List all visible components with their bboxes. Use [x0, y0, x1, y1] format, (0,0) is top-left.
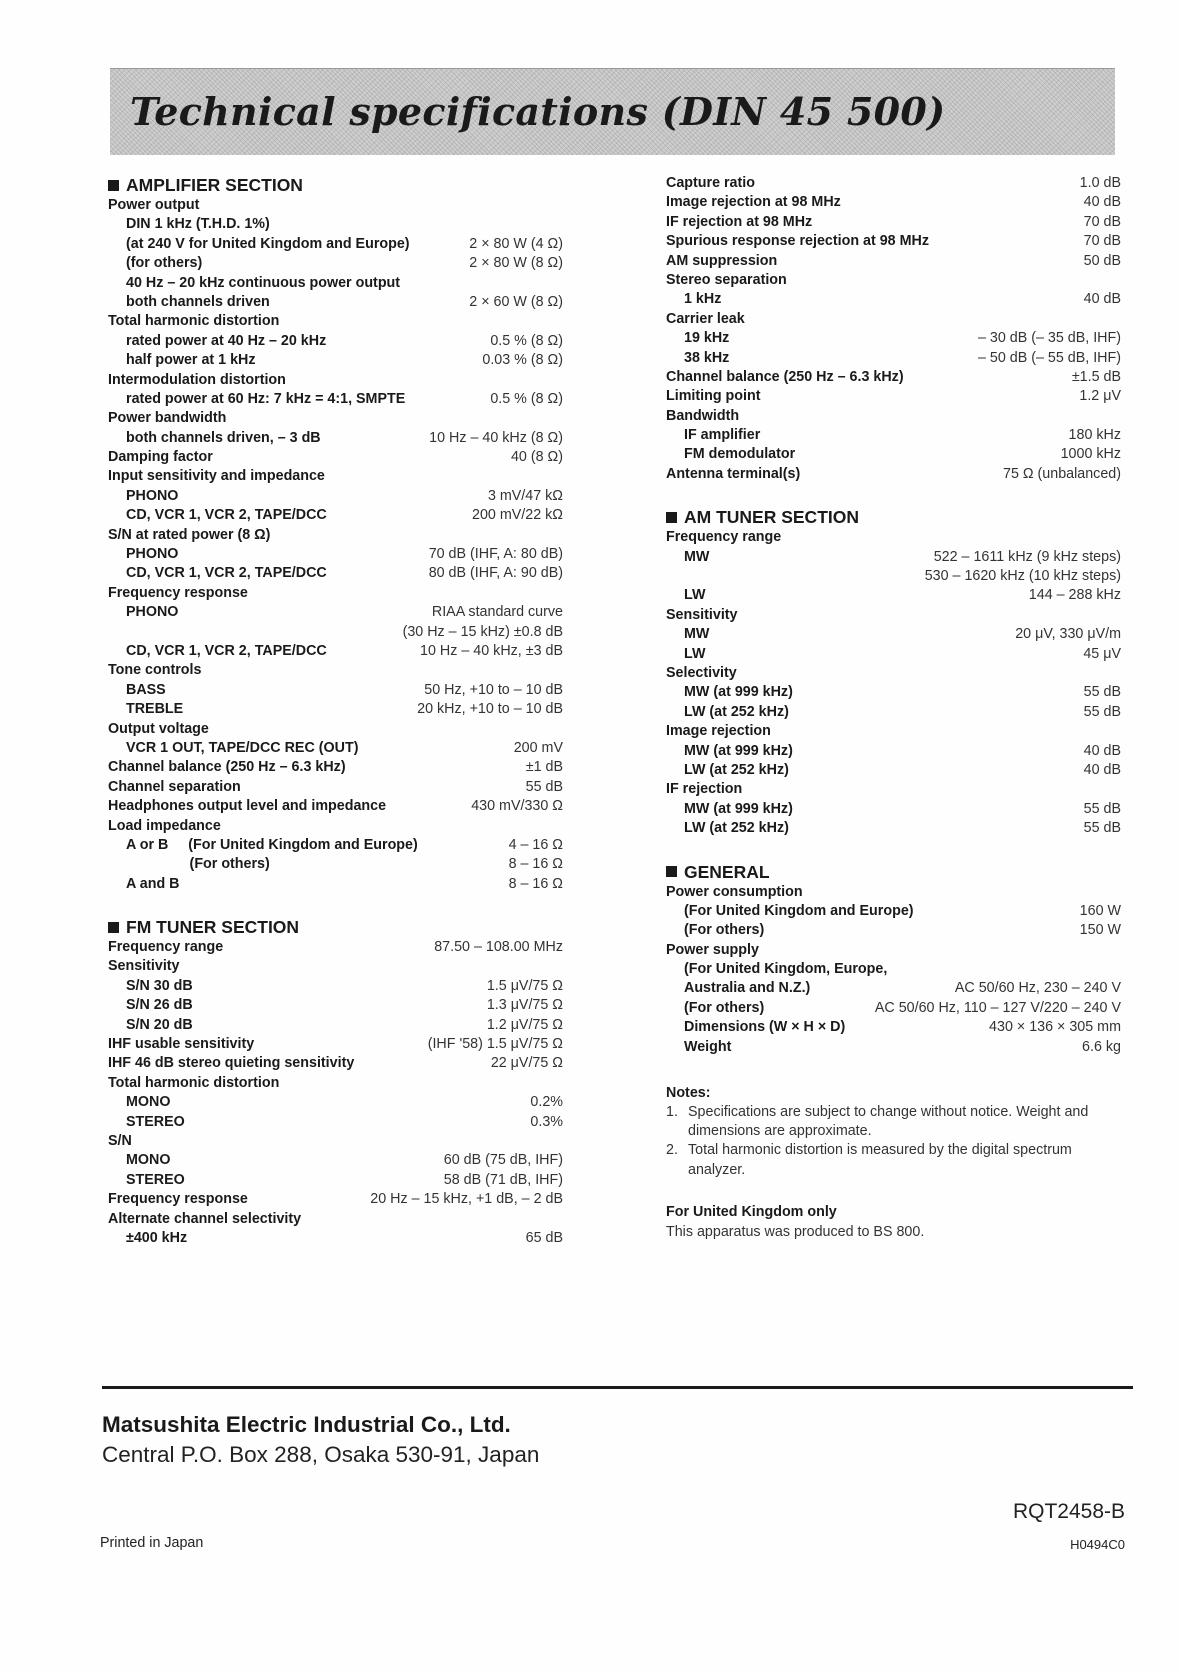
spec-label: 40 Hz – 20 kHz continuous power output [126, 274, 401, 291]
spec-row [666, 625, 1121, 644]
spec-value: RIAA standard curve [431, 604, 563, 621]
spec-row [108, 817, 563, 836]
spec-value: 75 Ω (unbalanced) [1003, 465, 1121, 482]
spec-row [666, 213, 1121, 232]
document-code: RQT2458-B [1012, 1500, 1125, 1523]
spec-row [666, 800, 1121, 819]
spec-label: MW [684, 626, 710, 643]
spec-label: LW [684, 587, 706, 604]
spec-value: 4 – 16 Ω [508, 836, 563, 853]
spec-label: Antenna terminal(s) [666, 465, 801, 482]
spec-value: 50 dB [1083, 252, 1121, 269]
spec-value: AC 50/60 Hz, 110 – 127 V/220 – 240 V [874, 999, 1121, 1016]
spec-label: rated power at 60 Hz: 7 kHz = 4:1, SMPTE [126, 390, 406, 407]
spec-label: Damping factor [108, 449, 213, 466]
spec-row [108, 957, 563, 976]
spec-row [108, 855, 563, 874]
spec-label: PHONO [126, 487, 179, 504]
spec-row [666, 664, 1121, 683]
spec-label: A or B (For United Kingdom and Europe) [126, 836, 418, 853]
spec-label: MW [684, 548, 710, 565]
section-heading [666, 506, 1121, 528]
spec-label: AM suppression [666, 252, 778, 269]
spec-row [108, 1210, 563, 1229]
spec-label: Headphones output level and impedance [108, 798, 387, 815]
spec-row [666, 407, 1121, 426]
spec-label: (For others) [126, 856, 270, 873]
spec-row [666, 941, 1121, 960]
note-text: Specifications are subject to change without notice. Weight and dimensions are approximate. [688, 1104, 1089, 1140]
spec-row [666, 722, 1121, 741]
spec-value: 65 dB [525, 1229, 563, 1246]
spec-label: LW [684, 645, 706, 662]
spec-label: Input sensitivity and impedance [108, 468, 325, 485]
spec-row [666, 683, 1121, 702]
spec-label: half power at 1 kHz [126, 352, 256, 369]
square-bullet-icon [108, 180, 119, 191]
square-bullet-icon [666, 866, 677, 877]
spec-value: 200 mV/22 kΩ [472, 507, 563, 524]
note-text: Total harmonic distortion is measured by the digital spectrum analyzer. [688, 1142, 1072, 1178]
spec-value: 1.0 dB [1079, 175, 1121, 191]
spec-label: MONO [126, 1094, 171, 1111]
spec-label: S/N [108, 1132, 132, 1149]
section-heading [108, 174, 563, 196]
spec-label: 19 kHz [684, 330, 730, 347]
spec-value: (IHF '58) 1.5 μV/75 Ω [427, 1036, 563, 1053]
spec-row [666, 528, 1121, 547]
spec-label: Weight [684, 1038, 732, 1055]
spec-row [108, 996, 563, 1015]
spec-row [108, 1190, 563, 1209]
spec-value: 55 dB [1083, 820, 1121, 837]
print-code: H0494C0 [1070, 1537, 1125, 1552]
spec-value: (30 Hz – 15 kHz) ±0.8 dB [402, 623, 563, 640]
uk-text: This apparatus was produced to BS 800. [666, 1223, 925, 1240]
spec-label: STEREO [126, 1171, 185, 1188]
spec-label: Image rejection at 98 MHz [666, 194, 841, 211]
spec-label: both channels driven [126, 293, 270, 310]
spec-row [666, 761, 1121, 780]
spec-row [108, 1035, 563, 1054]
spec-row [108, 1054, 563, 1073]
spec-label: PHONO [126, 604, 179, 621]
spec-label: Channel separation [108, 778, 241, 795]
spec-label: Carrier leak [666, 310, 745, 327]
spec-value: 45 μV [1083, 645, 1121, 662]
title-banner [110, 68, 1115, 155]
spec-value: 2 × 60 W (8 Ω) [469, 293, 563, 310]
spec-row [666, 819, 1121, 838]
spec-label: IHF usable sensitivity [108, 1036, 255, 1053]
spec-row [666, 742, 1121, 761]
spec-label: Output voltage [108, 720, 209, 737]
spec-label: Spurious response rejection at 98 MHz [666, 233, 929, 250]
spec-value: 40 (8 Ω) [510, 449, 563, 466]
spec-label: Australia and N.Z.) [684, 980, 811, 997]
spec-label: IF rejection at 98 MHz [666, 213, 813, 230]
spec-row [666, 645, 1121, 664]
spec-label: Tone controls [108, 662, 202, 679]
spec-row [666, 703, 1121, 722]
spec-row [108, 390, 563, 409]
footer-rule [102, 1386, 1133, 1389]
spec-label: Image rejection [666, 723, 771, 740]
spec-value: 200 mV [513, 739, 563, 756]
spec-label: CD, VCR 1, VCR 2, TAPE/DCC [126, 565, 327, 582]
spec-row [666, 586, 1121, 605]
notes-heading: Notes: [666, 1085, 711, 1102]
spec-label: (at 240 V for United Kingdom and Europe) [126, 235, 410, 252]
spec-value: 40 dB [1083, 742, 1121, 759]
spec-row [666, 290, 1121, 309]
spec-value: 10 Hz – 40 kHz (8 Ω) [429, 429, 563, 446]
spec-row [108, 467, 563, 486]
spec-row [108, 1074, 563, 1093]
spec-row [108, 623, 563, 642]
spec-value: 55 dB [525, 778, 563, 795]
left-column [108, 174, 563, 1248]
spec-label: CD, VCR 1, VCR 2, TAPE/DCC [126, 642, 327, 659]
spec-value: 430 mV/330 Ω [471, 798, 563, 815]
spec-label: Total harmonic distortion [108, 1074, 280, 1091]
spec-row [108, 371, 563, 390]
spec-label: Channel balance (250 Hz – 6.3 kHz) [108, 759, 346, 776]
section-spacer [666, 1057, 1121, 1079]
section-heading-text: GENERAL [684, 861, 770, 882]
spec-row [666, 271, 1121, 290]
spec-label: ±400 kHz [126, 1229, 188, 1246]
company-name: Matsushita Electric Industrial Co., Ltd. [102, 1412, 511, 1437]
square-bullet-icon [666, 512, 677, 523]
spec-row [108, 778, 563, 797]
spec-label: (for others) [126, 255, 203, 272]
note-number: 2. [666, 1142, 678, 1159]
spec-row [666, 193, 1121, 212]
spec-value: – 50 dB (– 55 dB, IHF) [977, 349, 1121, 366]
spec-label: Power supply [666, 941, 759, 958]
spec-value: 1.2 μV [1079, 388, 1121, 405]
spec-row [666, 548, 1121, 567]
spec-row [108, 564, 563, 583]
printed-in: Printed in Japan [100, 1535, 204, 1551]
spec-label: IF rejection [666, 781, 743, 798]
spec-label: S/N 20 dB [126, 1016, 193, 1033]
spec-value: 3 mV/47 kΩ [487, 487, 563, 504]
spec-row [108, 1016, 563, 1035]
spec-label: Frequency response [108, 584, 248, 601]
section-heading [666, 861, 1121, 883]
spec-value: 58 dB (71 dB, IHF) [443, 1171, 563, 1188]
spec-label: Total harmonic distortion [108, 313, 280, 330]
spec-value: 2 × 80 W (8 Ω) [469, 255, 563, 272]
spec-row [666, 960, 1121, 979]
spec-label: DIN 1 kHz (T.H.D. 1%) [126, 216, 270, 233]
page-title: Technical specifications (DIN 45 500) [130, 89, 946, 134]
spec-value: 1.3 μV/75 Ω [486, 997, 563, 1014]
spec-row [108, 1151, 563, 1170]
spec-row [108, 274, 563, 293]
spec-label: LW (at 252 kHz) [684, 820, 789, 837]
spec-label: IHF 46 dB stereo quieting sensitivity [108, 1055, 355, 1072]
spec-value: – 30 dB (– 35 dB, IHF) [977, 330, 1121, 347]
spec-row [108, 642, 563, 661]
spec-label: MW (at 999 kHz) [684, 742, 793, 759]
spec-label: Load impedance [108, 817, 221, 834]
spec-row [666, 252, 1121, 271]
spec-value: 430 × 136 × 305 mm [989, 1019, 1121, 1036]
spec-label: TREBLE [126, 701, 184, 718]
spec-row [666, 465, 1121, 484]
spec-label: LW (at 252 kHz) [684, 703, 789, 720]
spec-row [108, 1171, 563, 1190]
spec-row [666, 310, 1121, 329]
spec-value: 1.2 μV/75 Ω [486, 1016, 563, 1033]
uk-heading: For United Kingdom only [666, 1203, 837, 1220]
spec-label: (For United Kingdom, Europe, [684, 961, 888, 978]
section-spacer [108, 894, 563, 916]
square-bullet-icon [108, 922, 119, 933]
company-address: Central P.O. Box 288, Osaka 530-91, Japan [102, 1442, 540, 1467]
spec-row [666, 606, 1121, 625]
spec-row [108, 681, 563, 700]
spec-row [108, 487, 563, 506]
spec-label: A and B [126, 875, 180, 892]
note-item [666, 1141, 1121, 1179]
spec-row [666, 780, 1121, 799]
spec-row [666, 426, 1121, 445]
note-item [666, 1103, 1121, 1141]
spec-value: 6.6 kg [1082, 1038, 1121, 1055]
spec-row [108, 409, 563, 428]
spec-row [666, 999, 1121, 1018]
spec-row [108, 1113, 563, 1132]
spec-row [108, 506, 563, 525]
spec-row [108, 293, 563, 312]
spec-row [666, 232, 1121, 251]
spec-label: rated power at 40 Hz – 20 kHz [126, 332, 327, 349]
spec-row [108, 720, 563, 739]
spec-row [666, 883, 1121, 902]
spec-value: 70 dB [1083, 233, 1121, 250]
spec-value: 0.2% [530, 1094, 563, 1111]
spec-label: Alternate channel selectivity [108, 1210, 302, 1227]
spec-row [666, 329, 1121, 348]
spec-row [108, 254, 563, 273]
spec-row [666, 445, 1121, 464]
spec-label: LW (at 252 kHz) [684, 761, 789, 778]
spec-value: 180 kHz [1068, 427, 1121, 444]
spec-value: 20 μV, 330 μV/m [1015, 626, 1121, 643]
spec-row [108, 448, 563, 467]
spec-row [108, 603, 563, 622]
spec-label: MONO [126, 1152, 171, 1169]
spec-row [108, 351, 563, 370]
spec-label: Sensitivity [666, 606, 738, 623]
spec-value: 10 Hz – 40 kHz, ±3 dB [420, 642, 563, 659]
spec-label: 38 kHz [684, 349, 730, 366]
spec-row [666, 902, 1121, 921]
spec-value: 55 dB [1083, 703, 1121, 720]
spec-label: both channels driven, – 3 dB [126, 429, 321, 446]
spec-label: VCR 1 OUT, TAPE/DCC REC (OUT) [126, 739, 359, 756]
spec-row [108, 661, 563, 680]
spec-label: Limiting point [666, 388, 761, 405]
spec-row [108, 836, 563, 855]
spec-row [666, 567, 1121, 586]
spec-label: CD, VCR 1, VCR 2, TAPE/DCC [126, 507, 327, 524]
spec-label: BASS [126, 681, 166, 698]
spec-label: Frequency response [108, 1191, 248, 1208]
spec-label: Intermodulation distortion [108, 371, 286, 388]
spec-row [666, 349, 1121, 368]
spec-label: Dimensions (W × H × D) [684, 1019, 846, 1036]
spec-value: 0.03 % (8 Ω) [482, 352, 563, 369]
spec-row [108, 215, 563, 234]
spec-row [108, 700, 563, 719]
spec-row [108, 797, 563, 816]
spec-row [108, 429, 563, 448]
spec-value: ±1 dB [525, 759, 563, 776]
spec-value: 0.3% [530, 1113, 563, 1130]
spec-value: 22 μV/75 Ω [490, 1055, 563, 1072]
spec-value: 87.50 – 108.00 MHz [434, 939, 563, 956]
spec-row [108, 938, 563, 957]
note-number: 1. [666, 1104, 678, 1121]
spec-label: 1 kHz [684, 291, 722, 308]
spec-label: (For others) [684, 999, 765, 1016]
spec-row [108, 545, 563, 564]
spec-value: AC 50/60 Hz, 230 – 240 V [954, 980, 1121, 997]
spec-value: 55 dB [1083, 800, 1121, 817]
spec-row [108, 875, 563, 894]
spec-value: 55 dB [1083, 684, 1121, 701]
spec-value: ±1.5 dB [1071, 368, 1121, 385]
spec-value: 530 – 1620 kHz (10 kHz steps) [924, 568, 1121, 585]
spec-value: 522 – 1611 kHz (9 kHz steps) [933, 548, 1121, 565]
spec-label: Sensitivity [108, 958, 180, 975]
section-heading-text: AM TUNER SECTION [684, 507, 859, 528]
spec-row [108, 584, 563, 603]
spec-label: (For others) [684, 922, 765, 939]
spec-row [108, 312, 563, 331]
spec-row [108, 1229, 563, 1248]
spec-value: 2 × 80 W (4 Ω) [469, 235, 563, 252]
spec-row [666, 1038, 1121, 1057]
spec-label: IF amplifier [684, 427, 761, 444]
spec-value: 0.5 % (8 Ω) [490, 332, 563, 349]
spec-label: S/N 30 dB [126, 977, 193, 994]
section-heading [108, 916, 563, 938]
spec-row [666, 979, 1121, 998]
spec-value: 150 W [1079, 922, 1121, 939]
spec-row [666, 174, 1121, 193]
section-heading-text: AMPLIFIER SECTION [126, 175, 303, 195]
spec-value: 8 – 16 Ω [508, 856, 563, 873]
spec-label: MW (at 999 kHz) [684, 684, 793, 701]
spec-row [108, 235, 563, 254]
spec-value: 8 – 16 Ω [508, 875, 563, 892]
spec-label: FM demodulator [684, 446, 796, 463]
spec-value: 40 dB [1083, 194, 1121, 211]
section-spacer [666, 839, 1121, 861]
spec-row [108, 332, 563, 351]
spec-label: Bandwidth [666, 407, 740, 424]
spec-row [108, 1093, 563, 1112]
spec-label: Frequency range [108, 939, 224, 956]
spec-label: S/N 26 dB [126, 997, 193, 1014]
spec-value: 0.5 % (8 Ω) [490, 390, 563, 407]
spec-value: 60 dB (75 dB, IHF) [443, 1152, 563, 1169]
spec-row [108, 977, 563, 996]
spec-value: 80 dB (IHF, A: 90 dB) [428, 565, 563, 582]
spec-label: Stereo separation [666, 271, 787, 288]
spec-label: Power output [108, 197, 200, 213]
spec-value: 70 dB [1083, 213, 1121, 230]
spec-row [108, 526, 563, 545]
spec-row [108, 758, 563, 777]
spec-label: S/N at rated power (8 Ω) [108, 526, 271, 543]
spec-value: 20 kHz, +10 to – 10 dB [417, 701, 563, 718]
spec-label: Capture ratio [666, 175, 755, 191]
spec-label: STEREO [126, 1113, 185, 1130]
spec-label: PHONO [126, 546, 179, 563]
spec-label: Selectivity [666, 664, 737, 681]
spec-value: 40 dB [1083, 761, 1121, 778]
spec-value: 160 W [1079, 902, 1121, 919]
spec-row [108, 196, 563, 215]
spec-label: MW (at 999 kHz) [684, 800, 793, 817]
spec-value: 144 – 288 kHz [1028, 587, 1121, 604]
spec-label: Frequency range [666, 529, 782, 546]
spec-label: Power bandwidth [108, 410, 227, 427]
spec-label: (For United Kingdom and Europe) [684, 902, 914, 919]
right-column [666, 174, 1121, 1242]
spec-value: 40 dB [1083, 291, 1121, 308]
spec-row [108, 739, 563, 758]
spec-row [666, 1018, 1121, 1037]
spec-value: 1.5 μV/75 Ω [486, 977, 563, 994]
spec-value: 50 Hz, +10 to – 10 dB [424, 681, 563, 698]
spec-label: Power consumption [666, 883, 803, 900]
spec-row [666, 368, 1121, 387]
section-spacer [666, 484, 1121, 506]
spec-row [108, 1132, 563, 1151]
spec-value: 70 dB (IHF, A: 80 dB) [428, 546, 563, 563]
spec-row [666, 921, 1121, 940]
spec-row [666, 387, 1121, 406]
spec-value: 1000 kHz [1060, 446, 1121, 463]
spec-value: 20 Hz – 15 kHz, +1 dB, – 2 dB [370, 1191, 563, 1208]
section-heading-text: FM TUNER SECTION [126, 917, 300, 938]
spec-label: Channel balance (250 Hz – 6.3 kHz) [666, 368, 904, 385]
